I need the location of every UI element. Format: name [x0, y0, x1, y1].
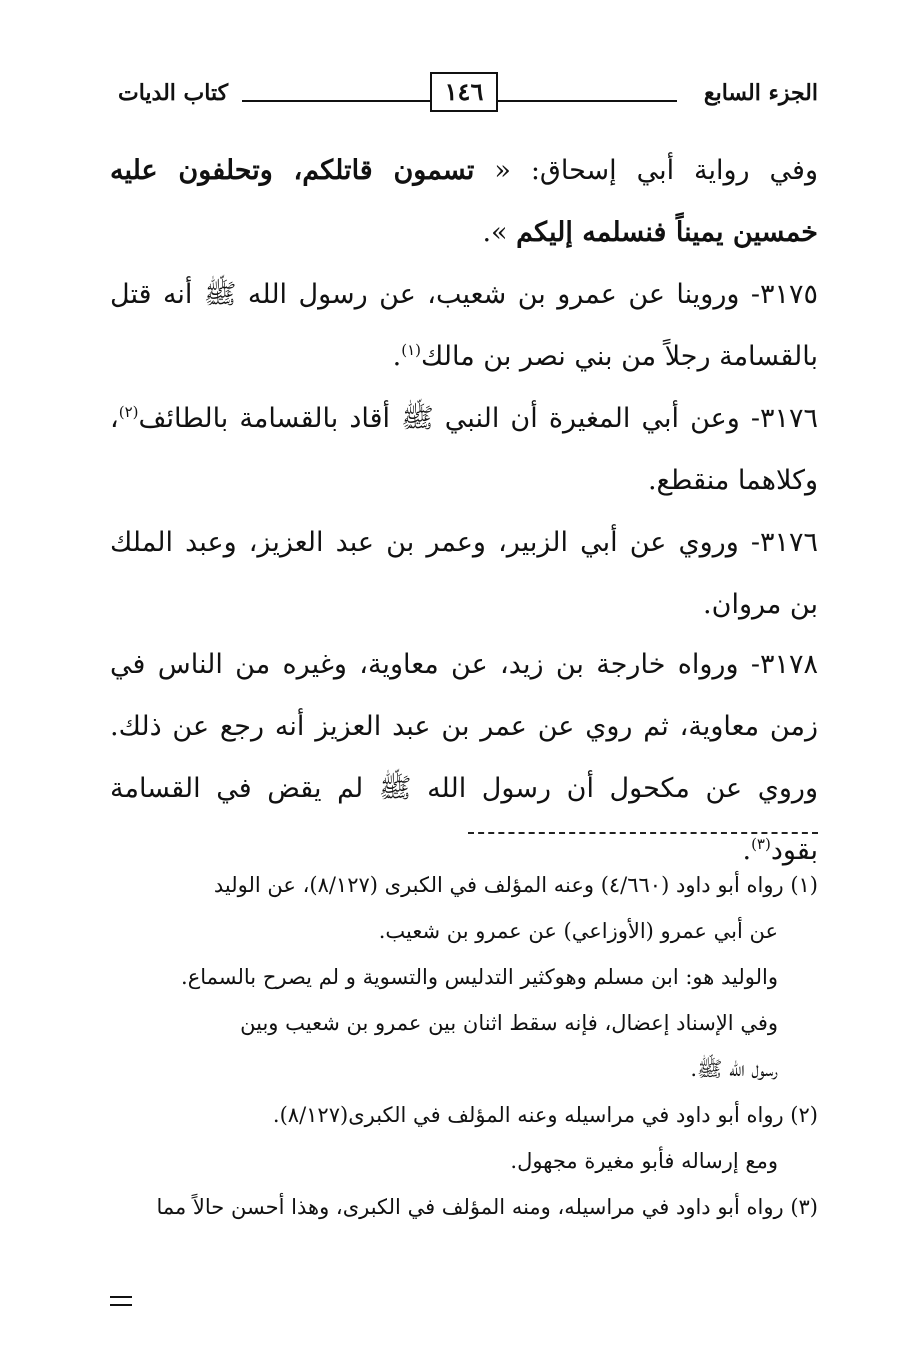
hadith-3176-a-end: ، وكلاهما منقطع. — [110, 403, 818, 496]
footnote-2-line-1: (٢) رواه أبو داود في مراسيله وعنه المؤلف في الكبرى(٨/١٢٧). — [272, 1103, 818, 1127]
hadith-3178-end: . — [742, 835, 752, 866]
hadith-3176-a-text: ٣١٧٦- وعن أبي المغيرة أن النبي ﷺ أقاد بالقسامة بالطائف — [138, 403, 818, 434]
header-rule-left — [242, 100, 432, 102]
footnote-1-line-1: (١) رواه أبو داود (٤/٦٦٠) وعنه المؤلف في الكبرى (٨/١٢٧)، عن الوليد — [213, 873, 818, 897]
footnote-3-line-1: (٣) رواه أبو داود في مراسيله، ومنه المؤلف في الكبرى، وهذا أحسن حالاً مما — [156, 1195, 818, 1219]
page-number: ١٤٦ — [430, 72, 498, 112]
continuation-mark — [110, 1296, 132, 1312]
volume-title: الجزء السابع — [703, 80, 818, 106]
header-rule-right — [497, 100, 677, 102]
footnote-ref-2: (٢) — [118, 403, 139, 421]
hadith-3176-b-text: ٣١٧٦- وروي عن أبي الزبير، وعمر بن عبد العزيز، وعبد الملك بن مروان. — [110, 527, 818, 620]
hadith-3175-end: . — [392, 341, 402, 372]
hadith-3176-a — [110, 388, 818, 512]
hadith-3176-b — [110, 512, 818, 636]
footnote-ref-3: (٣) — [751, 835, 771, 853]
intro-suffix: ». — [482, 217, 508, 248]
footnote-1-line-4: وفي الإسناد إعضال، فإنه سقط اثنان بين عمرو بن شعيب وبين — [240, 1011, 778, 1035]
footnote-separator — [468, 832, 818, 834]
hadith-3178 — [110, 634, 818, 882]
hadith-3178-text: ٣١٧٨- ورواه خارجة بن زيد، عن معاوية، وغيره من الناس في زمن معاوية، ثم روي عن عمر بن عبد العزيز أنه رجع عن ذلك. وروي عن مكحول أن رسول الله ﷺ لم يقض في القسامة بقود — [110, 649, 818, 866]
intro-paragraph — [110, 140, 818, 264]
footnote-1-line-2: عن أبي عمرو (الأوزاعي) عن عمرو بن شعيب. — [378, 919, 778, 943]
page-header — [112, 72, 818, 128]
footnote-1-line-3: والوليد هو: ابن مسلم وهوكثير التدليس والتسوية و لم يصرح بالسماع. — [181, 965, 778, 989]
chapter-title: كتاب الديات — [118, 80, 229, 106]
footnote-1-line-5: رسول الله ﷺ. — [690, 1057, 778, 1081]
footnote-2-line-2: ومع إرساله فأبو مغيرة مجهول. — [510, 1149, 778, 1173]
footnote-ref-1: (١) — [401, 341, 422, 359]
hadith-3175 — [110, 264, 818, 388]
intro-prefix: وفي رواية أبي إسحاق: « — [494, 155, 818, 186]
intro-quote: تسمون قاتلكم، وتحلفون عليه خمسين يميناً فنسلمه إليكم — [110, 155, 818, 248]
hadith-3175-text: ٣١٧٥- وروينا عن عمرو بن شعيب، عن رسول الله ﷺ أنه قتل بالقسامة رجلاً من بني نصر بن مالك — [110, 279, 818, 372]
footnotes — [110, 862, 818, 1230]
